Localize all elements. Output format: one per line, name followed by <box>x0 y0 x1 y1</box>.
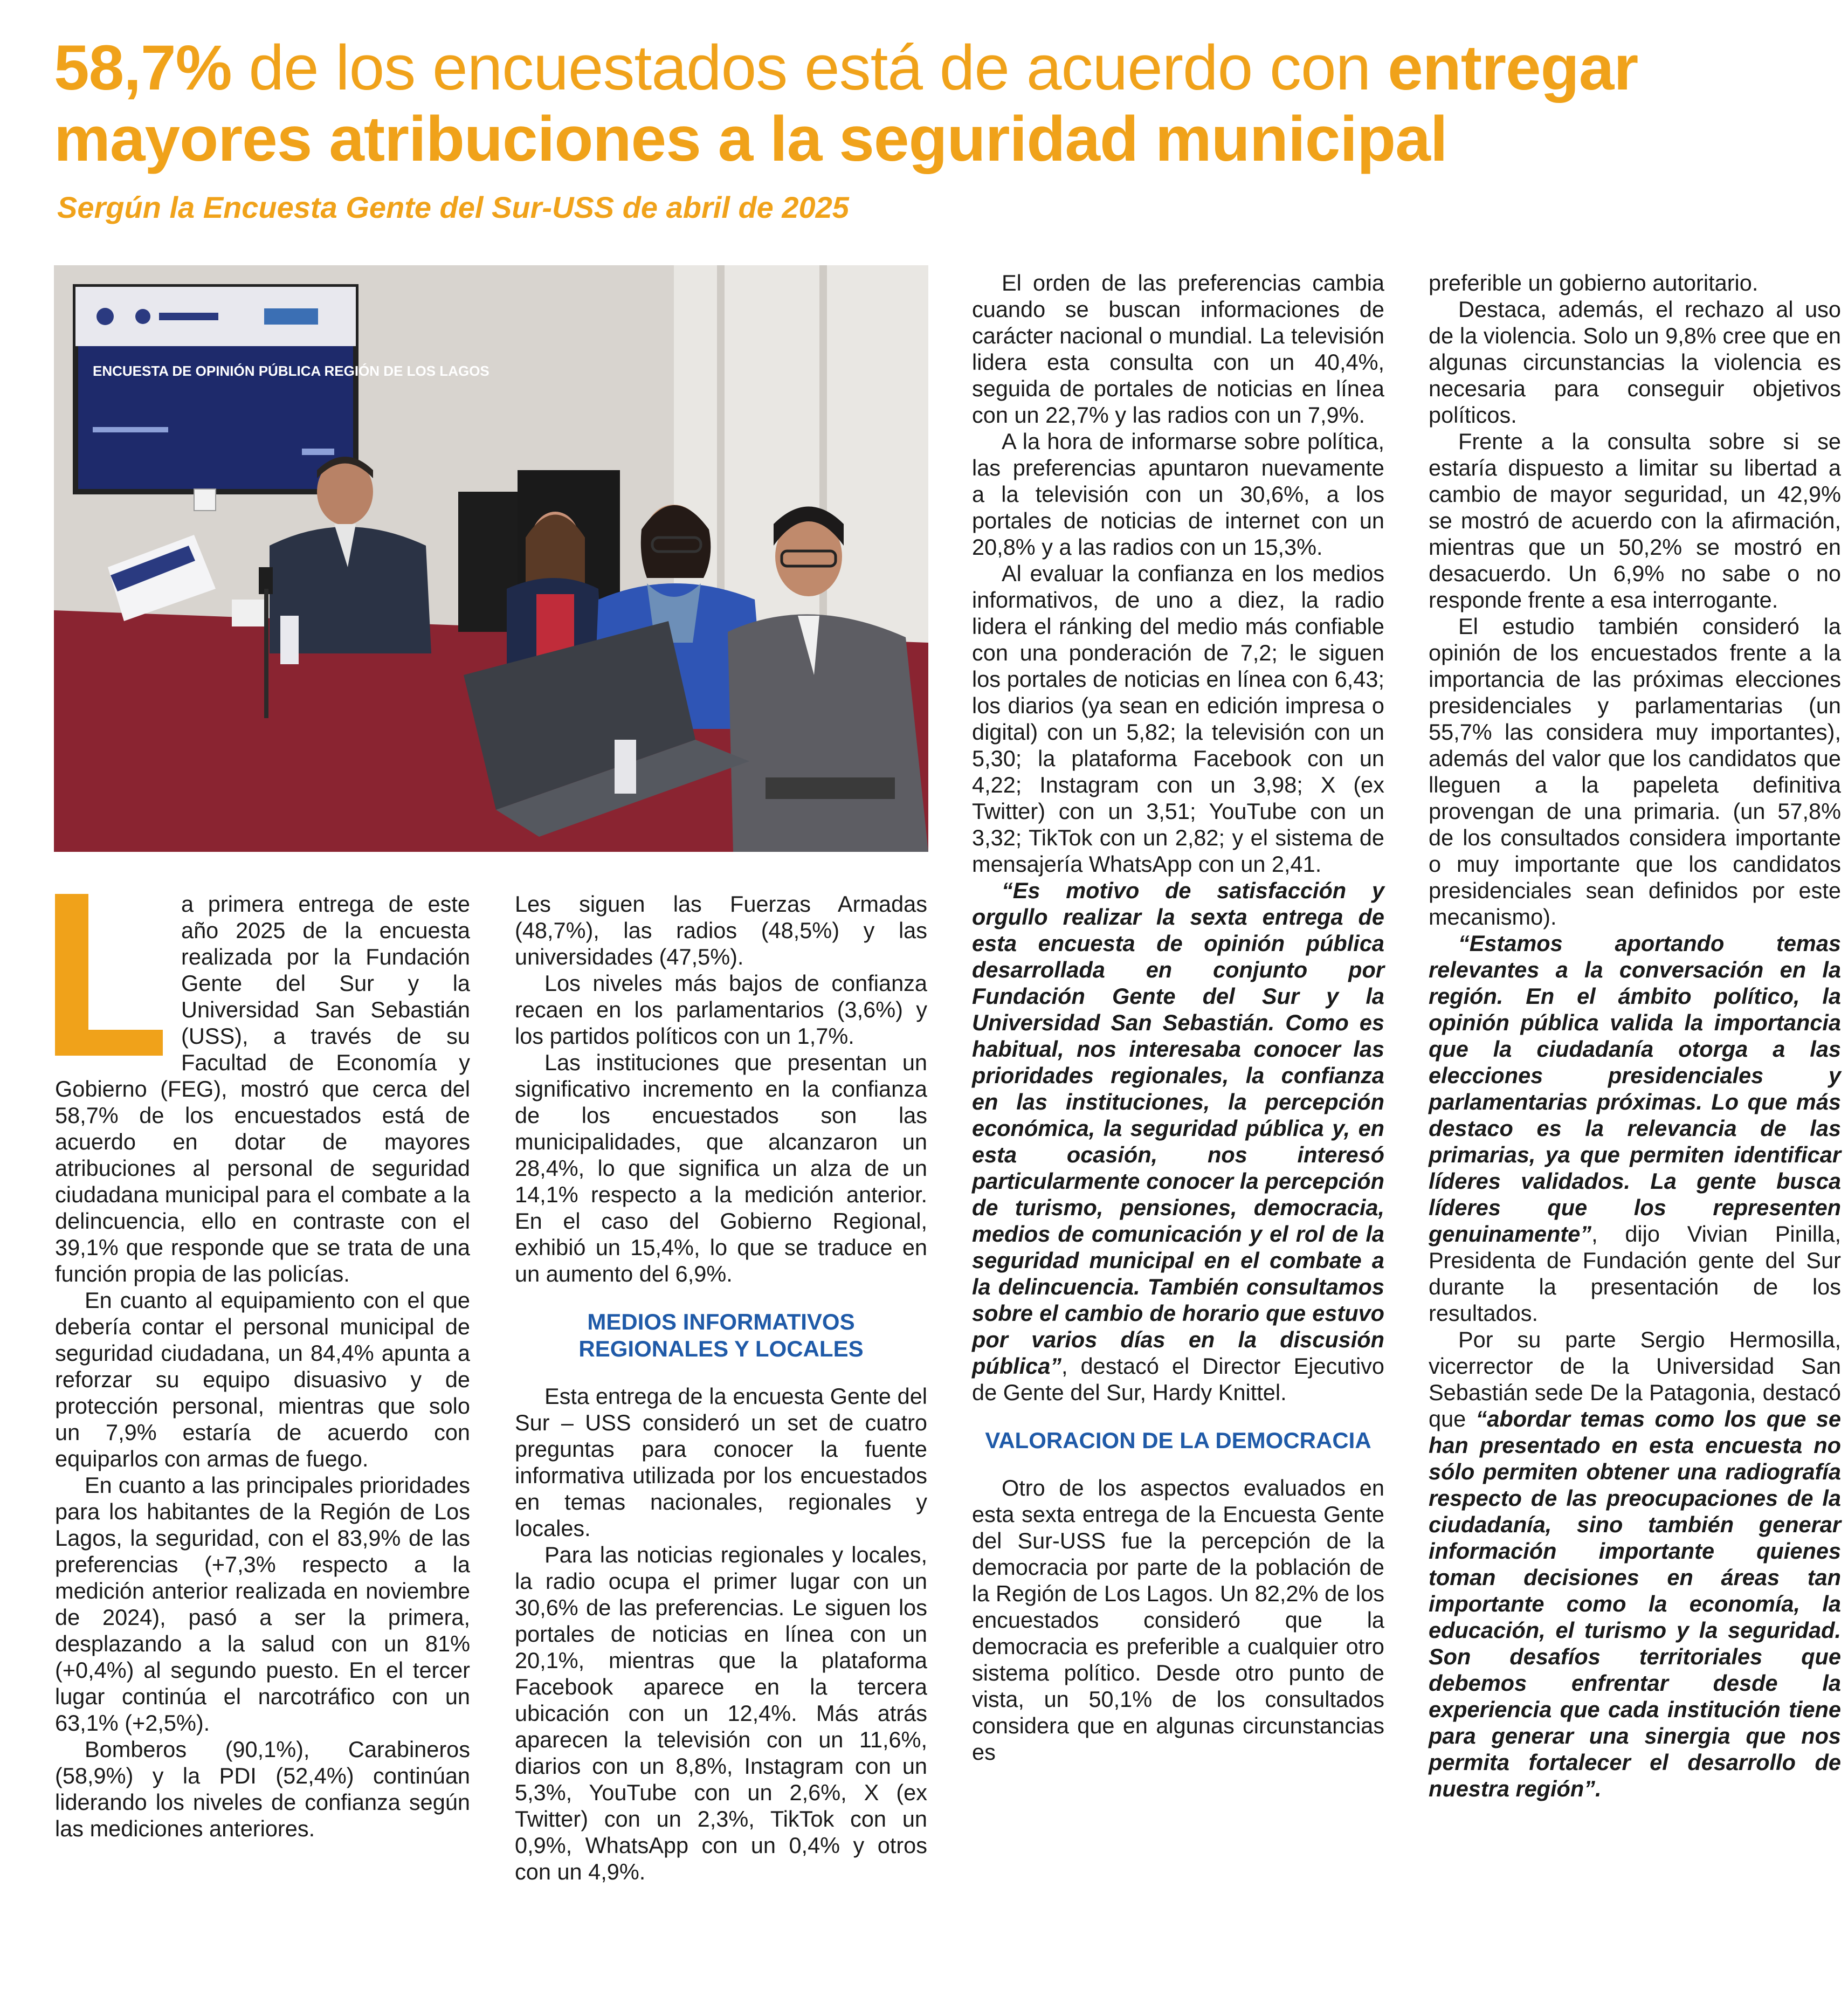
paragraph: a primera entrega de este año 2025 de la encuesta realizada por la Fundación Gente del Sur y la Universidad San Sebastián (USS), a través de su Facultad de Economía y Gobierno (FEG), mostró que cerca del 58,7% de los encuestados está de acuerdo en dotar de mayores atribuciones al personal de seguridad ciudadana municipal para el combate a la delincuencia, ello en contraste con el 39,1% que responde que se trata de una función propia de las policías. <box>55 891 470 1286</box>
article-column-3 <box>972 270 1384 1765</box>
headline-percentage: 58,7% <box>54 32 232 104</box>
paragraph: Otro de los aspectos evaluados en esta sexta entrega de la Encuesta Gente del Sur-USS fue la percepción de la democracia por parte de la población de la Región de Los Lagos. Un 82,2% de los encuestados consideró que la democracia es preferible a cualquier otro sistema político. Desde otro punto de vista, un 50,1% de los consultados considera que en algunas circunstancias es <box>972 1475 1384 1765</box>
subheadline: Sergún la Encuesta Gente del Sur-USS de abril de 2025 <box>57 190 849 224</box>
quote-attribution: , destacó el Director Ejecutivo de Gente del Sur, Hardy Knittel. <box>972 1353 1384 1405</box>
headline <box>54 32 1833 175</box>
quote-attribution: , dijo Vivian Pinilla, Presidenta de Fundación gente del Sur durante la presentación de los resultados. <box>1429 1221 1841 1326</box>
paragraph: Les siguen las Fuerzas Armadas (48,7%), las radios (48,5%) y las universidades (47,5%). <box>515 891 927 969</box>
paragraph: Al evaluar la confianza en los medios informativos, de uno a diez, la radio lidera el ránking del medio más confiable con una ponderación de 7,2; le siguen los portales de noticias en línea con 6,43; los diarios (ya sean en edición impresa o digital) con un 5,82; la televisión con un 5,30; la plataforma Facebook con un 4,22; Instagram con un 3,98; X (ex Twitter) con un 3,51; YouTube con un 3,32; TikTok con un 2,82; y el sistema de mensajería WhatsApp con un 2,41. <box>972 561 1384 877</box>
section-heading-medios: MEDIOS INFORMATIVOS REGIONALES Y LOCALES <box>578 1309 864 1361</box>
headline-emphasis: entregar mayores atribuciones a la seguridad municipal <box>54 32 1638 175</box>
paragraph: Destaca, además, el rechazo al uso de la violencia. Solo un 9,8% cree que en algunas circunstancias la violencia es necesaria para conseguir objetivos políticos. <box>1429 297 1841 428</box>
press-conference-photo <box>54 265 928 852</box>
quote-text: “Estamos aportando temas relevantes a la conversación en la región. En el ámbito político, la opinión pública valida la importancia que la ciudadanía otorga a las elecciones presidenciales y parlamentarias próximas. Lo que más destaco es la relevancia de las primarias, ya que permiten identificar líderes validados. La gente busca líderes que los representen genuinamente” <box>1429 931 1841 1247</box>
quote-paragraph <box>972 877 1384 1406</box>
paragraph: En cuanto al equipamiento con el que debería contar el personal municipal de seguridad ciudadana, un 84,4% apunta a reforzar su equipo disuasivo y de protección personal, mientras que solo un 7,9% estaría de acuerdo con equiparlos con armas de fuego. <box>55 1287 470 1471</box>
screen-title-text: ENCUESTA DE OPINIÓN PÚBLICA REGIÓN DE LOS LAGOS <box>93 363 489 379</box>
paragraph: El orden de las preferencias cambia cuando se buscan informaciones de carácter nacional o mundial. La televisión lidera esta consulta con un 40,4%, seguida de portales de noticias en línea con un 22,7% y las radios con un 7,9%. <box>972 270 1384 428</box>
paragraph: Frente a la consulta sobre si se estaría dispuesto a limitar su libertad a cambio de mayor seguridad, un 42,9% se mostró de acuerdo con la afirmación, mientras que un 50,2% se mostró en desacuerdo. Un 6,9% no sabe o no responde frente a esa interrogante. <box>1429 429 1841 612</box>
drop-cap-letter <box>55 894 163 1056</box>
quote-text: “abordar temas como los que se han presentado en esta encuesta no sólo permiten obtener una radiografía respecto de las preocupaciones de la ciudadanía, sino también generar información importante quienes toman decisiones en áreas tan importante como la economía, la educación, el turismo y la seguridad. Son desafíos territoriales que debemos enfrentar desde la experiencia que cada institución tiene para generar una sinergia que nos permita fortalecer el desarrollo de nuestra región”. <box>1429 1406 1842 1801</box>
quote-paragraph <box>1429 1326 1841 1802</box>
paragraph: Para las noticias regionales y locales, la radio ocupa el primer lugar con un 30,6% de las preferencias. Le siguen los portales de noticias en línea con un 20,1%, mientras que la plataforma Facebook aparece en la tercera ubicación con un 12,4%. Más atrás aparecen la televisión con un 11,6%, diarios con un 8,8%, Instagram con un 5,3%, YouTube con un 2,6%, X (ex Twitter) con un 2,3%, TikTok con un 0,9%, WhatsApp con un 0,4% y otros con un 4,9%. <box>515 1542 927 1884</box>
paragraph: preferible un gobierno autoritario. <box>1429 270 1759 295</box>
quote-lead: Por su parte Sergio Hermosilla, vicerrector de la Universidad San Sebastián sede De la Patagonia, destacó que <box>1429 1327 1841 1431</box>
paragraph: A la hora de informarse sobre política, las preferencias apuntaron nuevamente a la televisión con un 30,6%, a los portales de noticias de internet con un 20,8% y a las radios con un 15,3%. <box>972 429 1384 560</box>
paragraph: En cuanto a las principales prioridades para los habitantes de la Región de Los Lagos, la seguridad, con el 83,9% de las preferencias (+7,3% respecto a la medición anterior realizada en noviembre de 2024), pasó a ser la primera, desplazando a la salud con un 81% (+0,4%) al segundo puesto. En el tercer lugar continúa el narcotráfico con un 63,1% (+2,5%). <box>55 1472 470 1736</box>
article-column-2 <box>515 891 927 1885</box>
paragraph: Esta entrega de la encuesta Gente del Sur – USS consideró un set de cuatro preguntas para conocer la fuente informativa utilizada por los encuestados en temas nacionales, regionales y locales. <box>515 1383 927 1541</box>
quote-paragraph <box>1429 930 1841 1326</box>
article-column-4 <box>1429 270 1841 1802</box>
paragraph: El estudio también consideró la opinión de los encuestados frente a la importancia de las próximas elecciones presidenciales y parlamentarias (un 55,7% las considera muy importantes), además del valor que los candidatos que lleguen a la papeleta definitiva provengan de una primaria. (un 57,8% de los consultados considera importante o muy importante que los candidatos presidenciales sean definidos por este mecanismo). <box>1429 614 1841 929</box>
paragraph: Las instituciones que presentan un significativo incremento en la confianza de los encuestados son las municipalidades, que alcanzaron un 28,4%, lo que significa un alza de un 14,1% respecto a la medición anterior. En el caso del Gobierno Regional, exhibió un 15,4%, lo que se traduce en un aumento del 6,9%. <box>515 1050 927 1286</box>
section-heading-democracia: VALORACION DE LA DEMOCRACIA <box>985 1428 1371 1453</box>
quote-text: “Es motivo de satisfacción y orgullo realizar la sexta entrega de esta encuesta de opinión pública desarrollada en conjunto por Fundación Gente del Sur y la Universidad San Sebastián. Como es habitual, nos interesaba conocer las prioridades regionales, la confianza en las instituciones, la percepción económica, la seguridad pública y, en esta ocasión, nos interesó particularmente conocer la percepción de turismo, pensiones, democracia, medios de comunicación y el rol de la seguridad municipal en el combate a la delincuencia. También consultamos sobre el cambio de horario que estuvo por varios días en la discusión pública” <box>972 878 1384 1379</box>
paragraph: Los niveles más bajos de confianza recaen en los parlamentarios (3,6%) y los partidos políticos con un 1,7%. <box>515 970 927 1049</box>
paragraph: Bomberos (90,1%), Carabineros (58,9%) y la PDI (52,4%) continúan liderando los niveles de confianza según las mediciones anteriores. <box>55 1737 470 1841</box>
headline-middle: de los encuestados está de acuerdo con <box>231 32 1388 104</box>
article-column-1 <box>55 891 470 1842</box>
